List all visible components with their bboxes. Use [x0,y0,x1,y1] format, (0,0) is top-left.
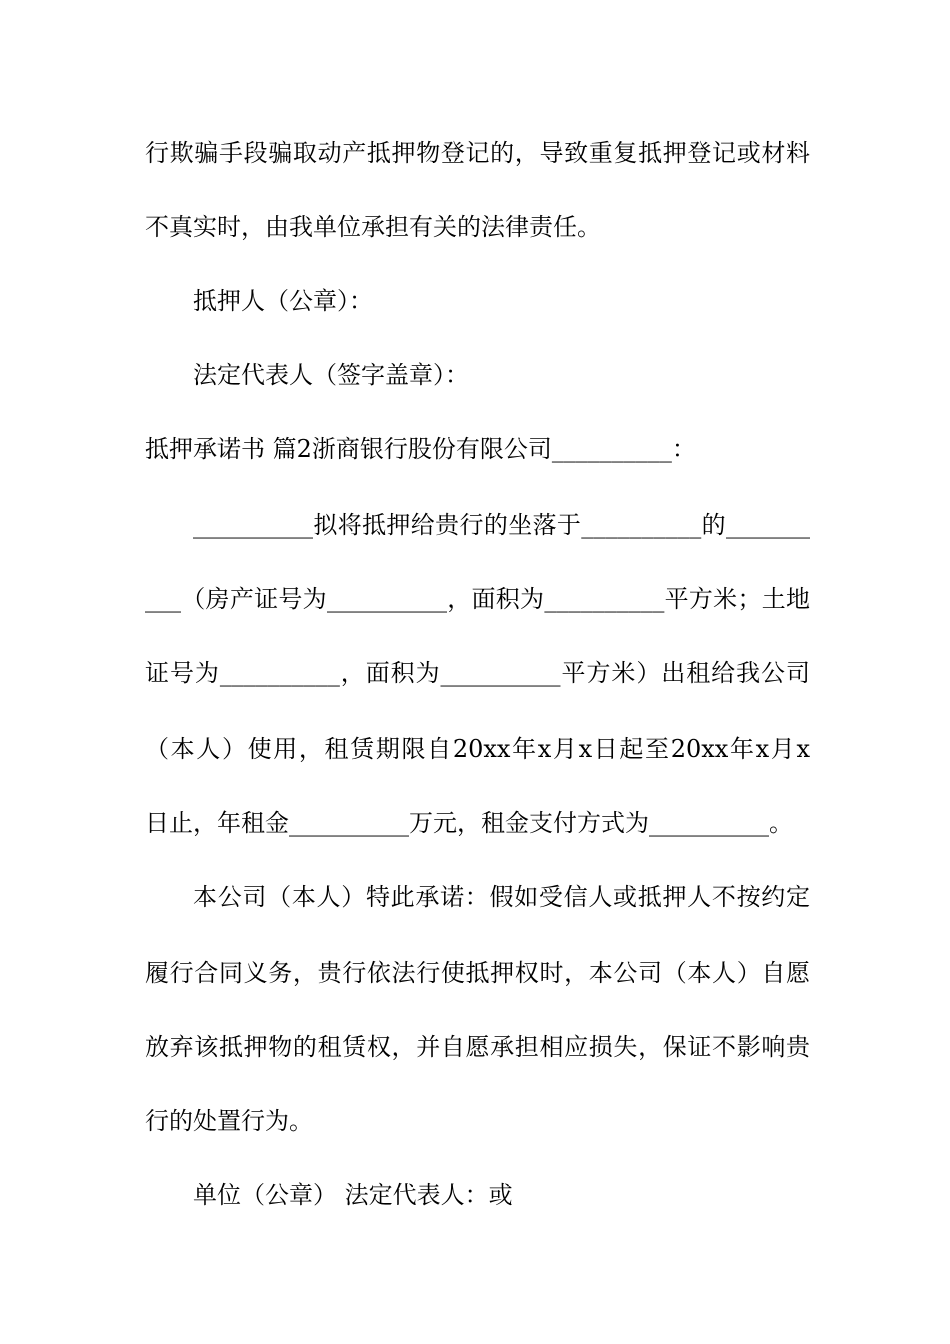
text-line: 日止，年租金__________万元，租金支付方式为__________。 [145,809,793,837]
text-line: 抵押人（公章）： [193,287,373,315]
text-line: 本公司（本人）特此承诺：假如受信人或抵押人不按约定 [193,883,810,911]
text-line: 行欺骗手段骗取动产抵押物登记的，导致重复抵押登记或材料 [145,139,810,167]
text-line: 不真实时，由我单位承担有关的法律责任。 [145,213,601,241]
text-line: ___（房产证号为__________，面积为__________平方米；土地 [145,585,810,613]
text-line: 放弃该抵押物的租赁权，并自愿承担相应损失，保证不影响贵 [145,1033,810,1061]
text-line: __________拟将抵押给贵行的坐落于__________的_______ [193,511,810,539]
text-line: 行的处置行为。 [145,1107,313,1135]
text-line: 法定代表人（签字盖章）： [193,361,469,389]
text-line: （本人）使用，租赁期限自20xx年x月x日起至20xx年x月x [145,735,810,763]
text-line: 证号为__________，面积为__________平方米）出租给我公司 [145,659,810,687]
section-heading: 抵押承诺书 篇2浙商银行股份有限公司__________： [145,435,696,463]
text-line: 单位（公章） 法定代表人：或 [193,1181,513,1209]
text-line: 履行合同义务，贵行依法行使抵押权时，本公司（本人）自愿 [145,959,810,987]
